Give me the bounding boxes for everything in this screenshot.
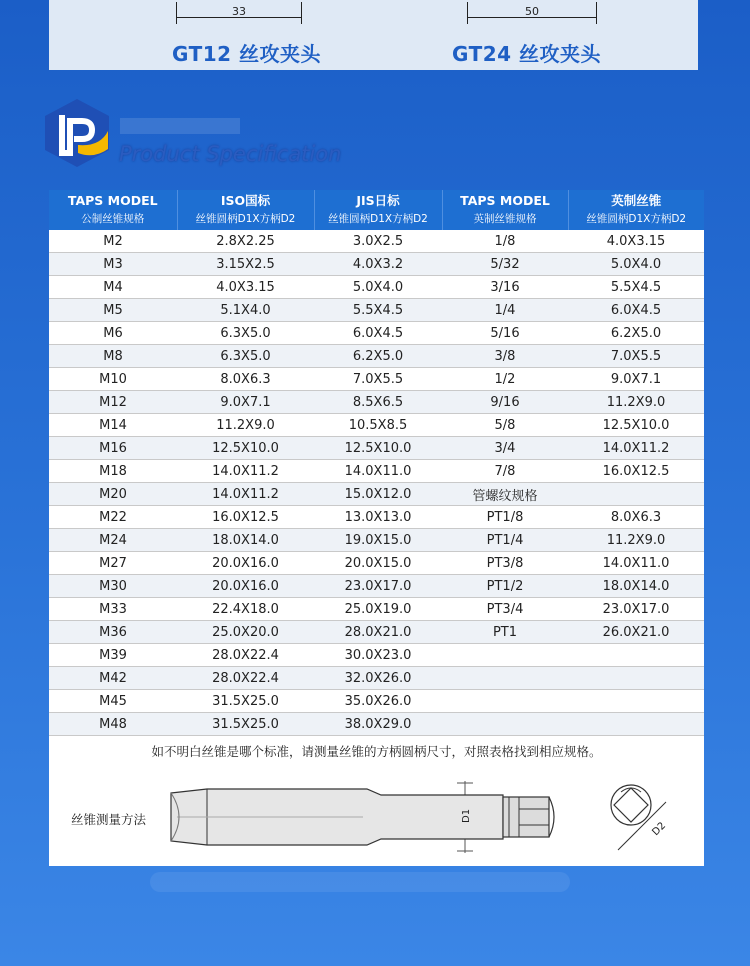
tap-diagram: [167, 773, 567, 863]
table-cell: 5.0X4.0: [568, 253, 704, 276]
table-cell: M3: [49, 253, 177, 276]
table-row: [49, 483, 704, 506]
table-cell: 1/2: [442, 368, 568, 391]
table-cell: 31.5X25.0: [177, 690, 314, 713]
table-cell: 26.0X21.0: [568, 621, 704, 644]
table-cell: 3.0X2.5: [314, 230, 442, 253]
table-cell: 4.0X3.15: [177, 276, 314, 299]
table-cell: 3.15X2.5: [177, 253, 314, 276]
table-cell: M22: [49, 506, 177, 529]
table-cell: 5/16: [442, 322, 568, 345]
table-row: [49, 598, 704, 621]
table-cell: 14.0X11.2: [177, 460, 314, 483]
table-cell: 8.0X6.3: [177, 368, 314, 391]
table-cell: 3/16: [442, 276, 568, 299]
table-cell: 20.0X15.0: [314, 552, 442, 575]
header-imperial: 英制丝锥 丝锥圆柄D1X方柄D2: [568, 190, 704, 230]
table-row: [49, 368, 704, 391]
table-cell: 28.0X21.0: [314, 621, 442, 644]
table-row: [49, 276, 704, 299]
table-cell: 10.5X8.5: [314, 414, 442, 437]
dimension-left-value: 33: [232, 5, 246, 18]
gt24-label: GT24 丝攻夹头: [452, 42, 602, 66]
table-cell: 11.2X9.0: [568, 529, 704, 552]
table-cell: 16.0X12.5: [177, 506, 314, 529]
table-cell: 19.0X15.0: [314, 529, 442, 552]
table-row: [49, 460, 704, 483]
table-cell: 6.2X5.0: [568, 322, 704, 345]
table-cell: 1/4: [442, 299, 568, 322]
table-cell: 3/8: [442, 345, 568, 368]
table-row: [49, 621, 704, 644]
d1-label: D1: [461, 808, 472, 823]
table-cell: 16.0X12.5: [568, 460, 704, 483]
table-cell: M27: [49, 552, 177, 575]
square-end-diagram: [604, 778, 684, 858]
table-cell: 6.3X5.0: [177, 345, 314, 368]
table-row: [49, 345, 704, 368]
table-cell: 8.0X6.3: [568, 506, 704, 529]
table-cell: 6.0X4.5: [568, 299, 704, 322]
table-cell: [442, 667, 568, 690]
table-cell: [568, 667, 704, 690]
table-cell: PT3/4: [442, 598, 568, 621]
table-cell: PT1: [442, 621, 568, 644]
table-row: [49, 506, 704, 529]
table-header-row: [49, 190, 704, 230]
table-cell: 9/16: [442, 391, 568, 414]
table-cell: 5.1X4.0: [177, 299, 314, 322]
table-cell: M14: [49, 414, 177, 437]
table-row: [49, 437, 704, 460]
logo-title-placeholder: [120, 118, 240, 134]
table-cell: 35.0X26.0: [314, 690, 442, 713]
table-cell: 32.0X26.0: [314, 667, 442, 690]
table-cell: M16: [49, 437, 177, 460]
table-cell: M4: [49, 276, 177, 299]
top-panel: [49, 0, 698, 70]
dimension-right-value: 50: [525, 5, 539, 18]
table-cell: 管螺纹规格: [442, 483, 568, 506]
table-row: [49, 299, 704, 322]
logo-subtitle: Product Specification: [119, 142, 342, 166]
table-cell: [442, 690, 568, 713]
table-cell: 7/8: [442, 460, 568, 483]
header-metric-model: TAPS MODEL 公制丝锥规格: [49, 190, 177, 230]
table-cell: 6.3X5.0: [177, 322, 314, 345]
table-row: [49, 575, 704, 598]
table-cell: 4.0X3.15: [568, 230, 704, 253]
table-cell: 5/32: [442, 253, 568, 276]
header-imperial-model: TAPS MODEL 英制丝锥规格: [442, 190, 568, 230]
table-cell: M12: [49, 391, 177, 414]
table-cell: 7.0X5.5: [314, 368, 442, 391]
table-cell: 28.0X22.4: [177, 667, 314, 690]
table-cell: 22.4X18.0: [177, 598, 314, 621]
table-cell: M8: [49, 345, 177, 368]
table-cell: 7.0X5.5: [568, 345, 704, 368]
table-cell: 20.0X16.0: [177, 575, 314, 598]
table-cell: 5.5X4.5: [568, 276, 704, 299]
table-cell: 14.0X11.0: [568, 552, 704, 575]
table-cell: 12.5X10.0: [314, 437, 442, 460]
table-cell: 4.0X3.2: [314, 253, 442, 276]
header-jis: JIS日标 丝锥圆柄D1X方柄D2: [314, 190, 442, 230]
table-cell: [568, 690, 704, 713]
header-iso: ISO国标 丝锥圆柄D1X方柄D2: [177, 190, 314, 230]
table-cell: M42: [49, 667, 177, 690]
table-cell: 5.5X4.5: [314, 299, 442, 322]
table-cell: M45: [49, 690, 177, 713]
table-cell: M30: [49, 575, 177, 598]
table-cell: M5: [49, 299, 177, 322]
table-row: [49, 644, 704, 667]
table-cell: M48: [49, 713, 177, 736]
table-cell: 14.0X11.2: [177, 483, 314, 506]
table-cell: PT1/4: [442, 529, 568, 552]
table-cell: 20.0X16.0: [177, 552, 314, 575]
table-cell: 23.0X17.0: [314, 575, 442, 598]
table-row: [49, 529, 704, 552]
table-cell: 5/8: [442, 414, 568, 437]
table-cell: 14.0X11.2: [568, 437, 704, 460]
table-row: [49, 667, 704, 690]
table-cell: M18: [49, 460, 177, 483]
dimension-left: [176, 2, 302, 24]
measurement-note: 如不明白丝锥是哪个标准，请测量丝锥的方柄圆柄尺寸，对照表格找到相应规格。: [151, 744, 602, 759]
table-cell: M6: [49, 322, 177, 345]
table-cell: M24: [49, 529, 177, 552]
table-cell: M2: [49, 230, 177, 253]
table-cell: 6.0X4.5: [314, 322, 442, 345]
table-cell: 18.0X14.0: [177, 529, 314, 552]
table-cell: 14.0X11.0: [314, 460, 442, 483]
table-cell: 12.5X10.0: [568, 414, 704, 437]
table-cell: 9.0X7.1: [177, 391, 314, 414]
d2-label: D2: [650, 820, 669, 839]
table-row: [49, 230, 704, 253]
table-cell: M20: [49, 483, 177, 506]
table-cell: 13.0X13.0: [314, 506, 442, 529]
table-cell: [568, 483, 704, 506]
table-cell: 6.2X5.0: [314, 345, 442, 368]
table-cell: 30.0X23.0: [314, 644, 442, 667]
table-row: [49, 391, 704, 414]
table-cell: 28.0X22.4: [177, 644, 314, 667]
dimension-right: [467, 2, 597, 24]
table-cell: M10: [49, 368, 177, 391]
table-row: [49, 414, 704, 437]
table-cell: PT1/8: [442, 506, 568, 529]
table-cell: 2.8X2.25: [177, 230, 314, 253]
table-cell: PT3/8: [442, 552, 568, 575]
method-label: 丝锥测量方法: [71, 812, 147, 827]
table-row: [49, 322, 704, 345]
table-cell: 31.5X25.0: [177, 713, 314, 736]
table-cell: 23.0X17.0: [568, 598, 704, 621]
table-cell: 8.5X6.5: [314, 391, 442, 414]
table-cell: 3/4: [442, 437, 568, 460]
table-row: [49, 713, 704, 736]
table-cell: PT1/2: [442, 575, 568, 598]
table-cell: M39: [49, 644, 177, 667]
table-cell: 1/8: [442, 230, 568, 253]
table-cell: [568, 713, 704, 736]
brand-logo-icon: [42, 97, 112, 169]
table-cell: 38.0X29.0: [314, 713, 442, 736]
table-cell: 15.0X12.0: [314, 483, 442, 506]
spec-table: [49, 190, 704, 736]
gt12-label: GT12 丝攻夹头: [172, 42, 322, 66]
bottom-blurred-text: [150, 872, 570, 892]
table-cell: 9.0X7.1: [568, 368, 704, 391]
table-cell: M33: [49, 598, 177, 621]
spec-sheet: [49, 190, 704, 866]
table-row: [49, 552, 704, 575]
table-cell: 11.2X9.0: [177, 414, 314, 437]
table-row: [49, 690, 704, 713]
table-body: [49, 230, 704, 736]
table-cell: [568, 644, 704, 667]
table-cell: 25.0X20.0: [177, 621, 314, 644]
table-cell: 11.2X9.0: [568, 391, 704, 414]
table-cell: 12.5X10.0: [177, 437, 314, 460]
table-cell: [442, 644, 568, 667]
table-cell: 18.0X14.0: [568, 575, 704, 598]
table-cell: 25.0X19.0: [314, 598, 442, 621]
table-cell: 5.0X4.0: [314, 276, 442, 299]
table-row: [49, 253, 704, 276]
table-cell: [442, 713, 568, 736]
table-cell: M36: [49, 621, 177, 644]
